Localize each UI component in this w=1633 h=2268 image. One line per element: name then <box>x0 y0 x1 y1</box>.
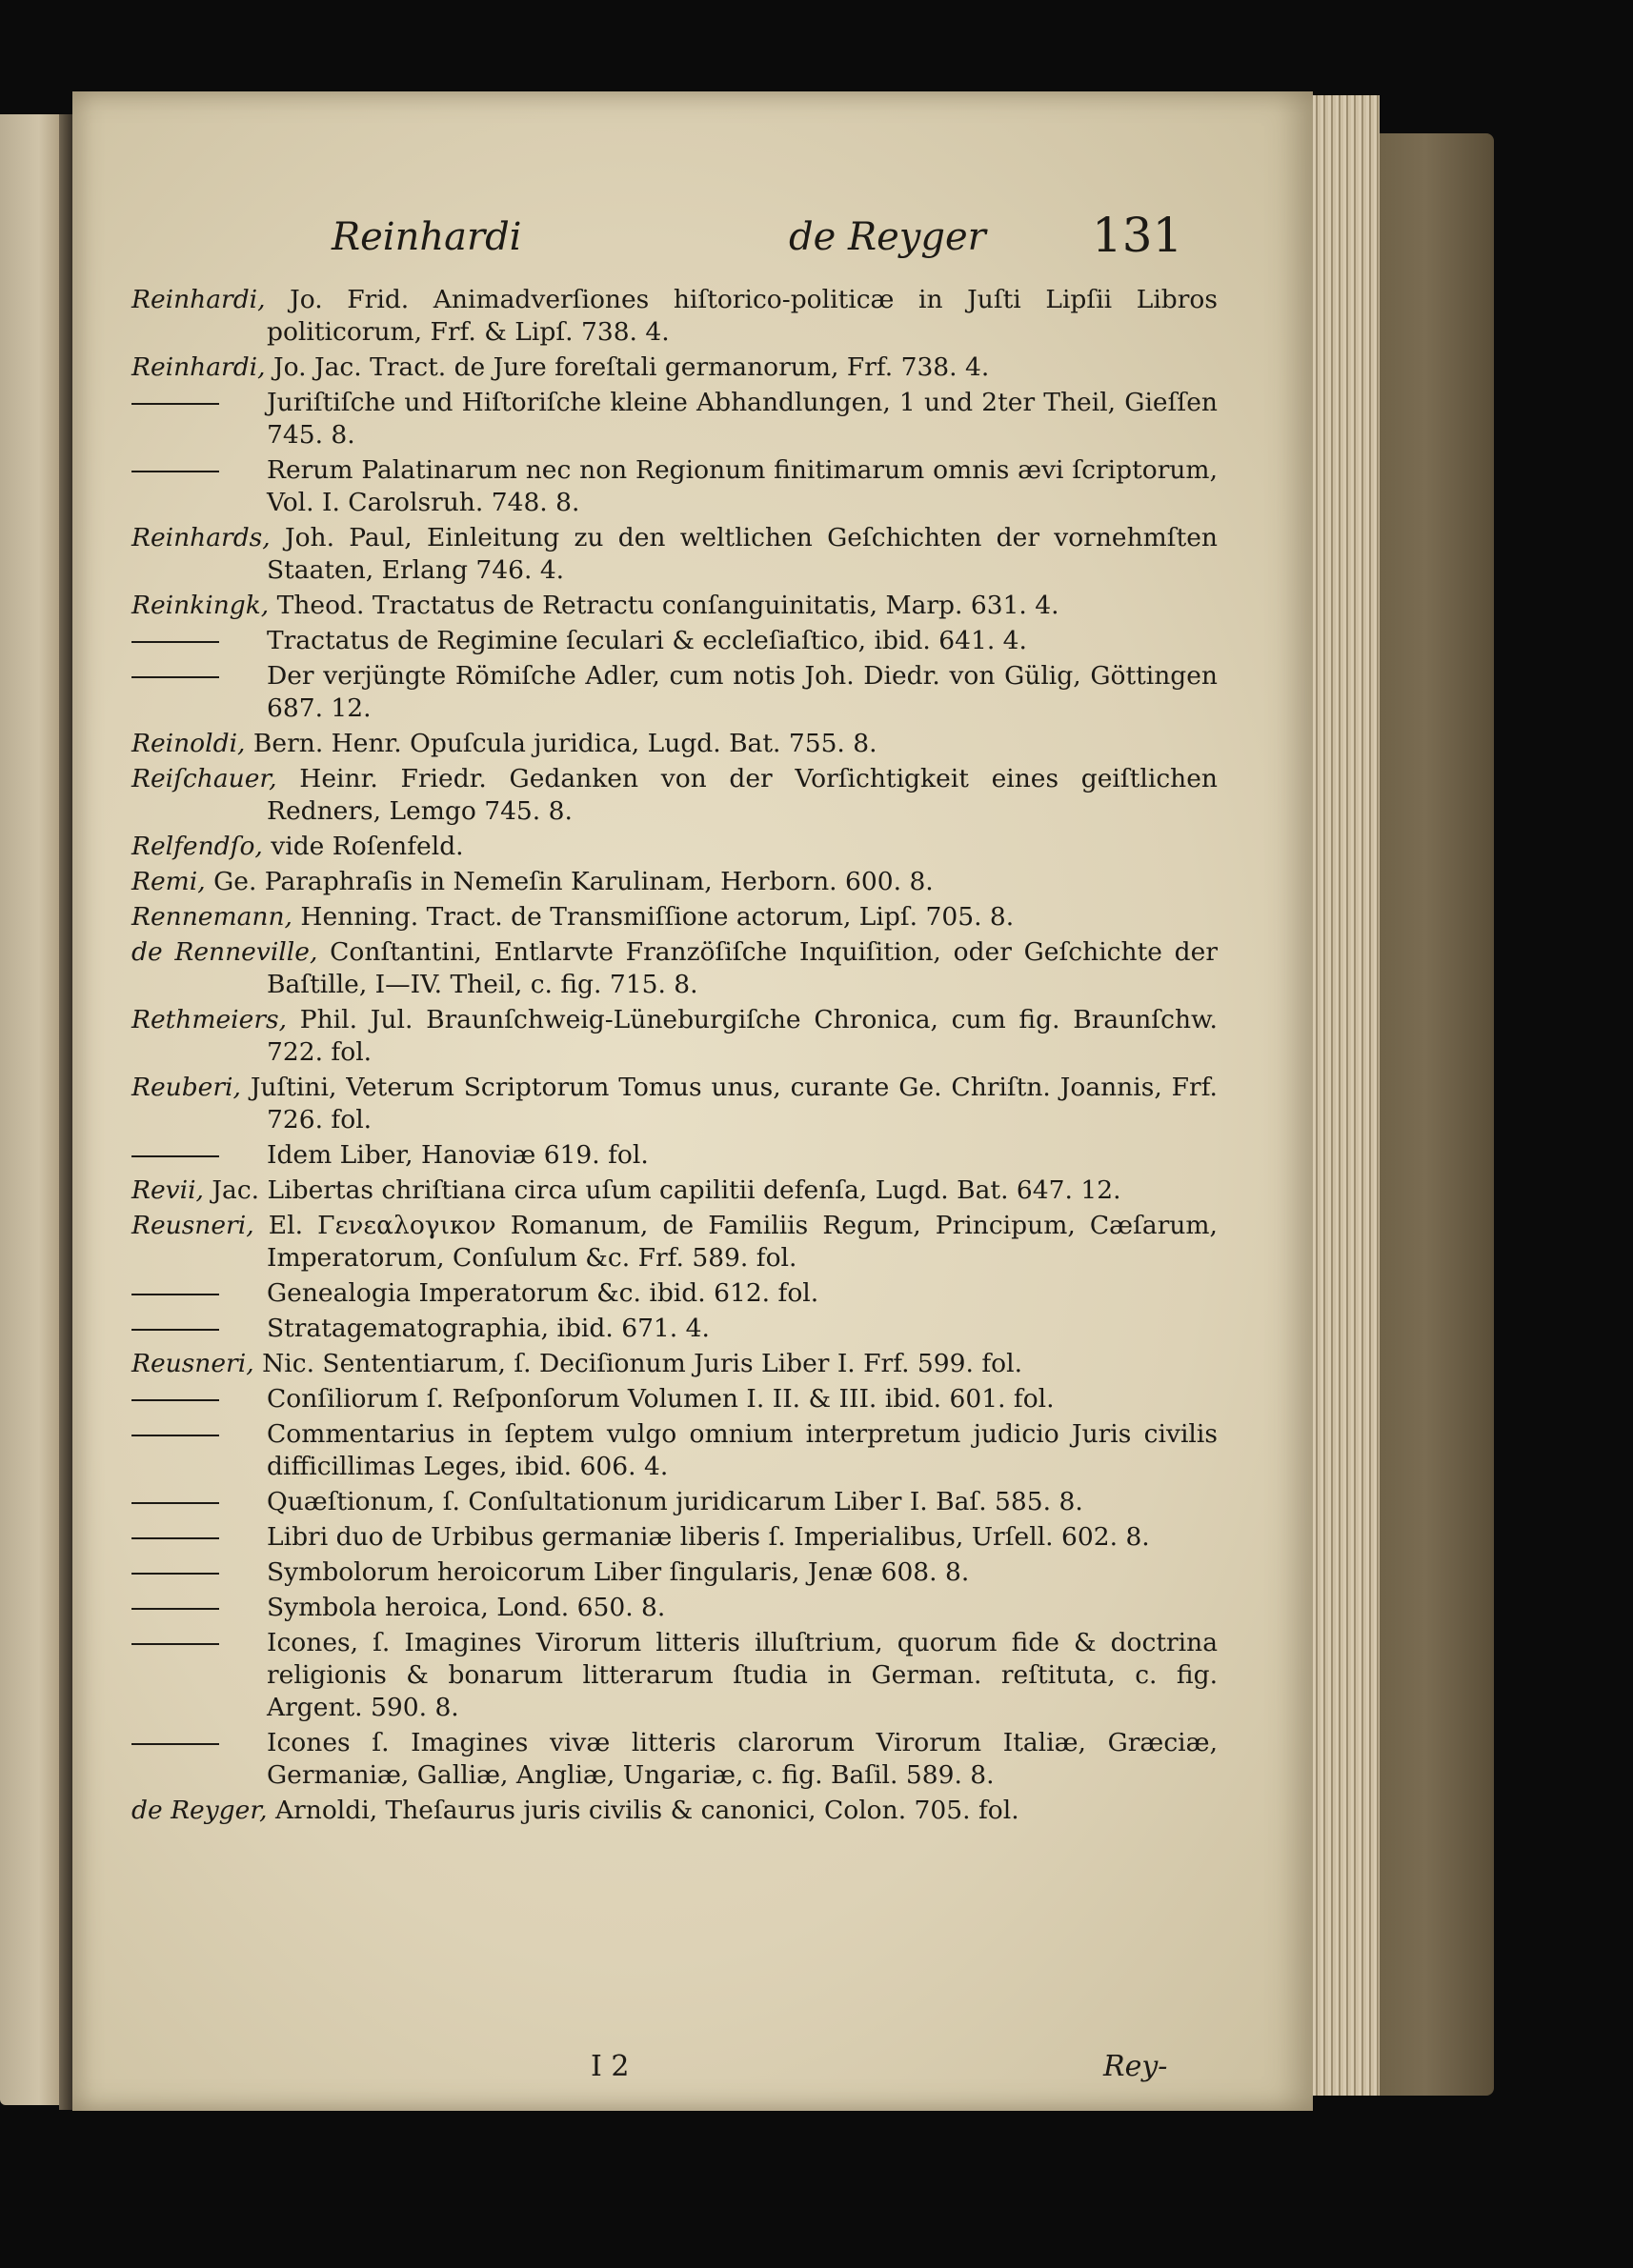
entry-text: Conſiliorum ſ. Reſponſorum Volumen I. II. & III. ibid. 601. fol. <box>267 1384 1055 1414</box>
entry-text: Ge. Paraphraſis in Nemeſin Karulinam, Herborn. 600. 8. <box>213 867 934 896</box>
catalog-entry <box>131 1418 1218 1483</box>
ditto-dash <box>131 1294 219 1295</box>
entry-text: Genealogia Imperatorum &c. ibid. 612. fol. <box>267 1278 819 1308</box>
entry-author: Reinhards, <box>131 523 271 552</box>
entry-text: Icones, ſ. Imagines Virorum litteris illuſtrium, quorum fide & doctrina religionis & bonarum litterarum ſtudia in German. reſtituta, c. fig. Argent. 590. 8. <box>267 1628 1218 1722</box>
catalog-entry <box>131 625 1218 657</box>
entry-text: Tractatus de Regimine ſeculari & eccleſiaſtico, ibid. 641. 4. <box>267 626 1027 655</box>
catalog-entry <box>131 1313 1218 1345</box>
catalog-entry <box>131 1486 1218 1518</box>
entry-text: Rerum Palatinarum nec non Regionum finitimarum omnis ævi ſcriptorum, Vol. I. Carolsruh. 748. 8. <box>267 455 1218 517</box>
entry-text: Symbolorum heroicorum Liber ſingularis, Jenæ 608. 8. <box>267 1557 970 1587</box>
catalog-entry <box>131 1556 1218 1589</box>
catalog-entry <box>131 522 1218 587</box>
ditto-dash <box>131 1743 219 1745</box>
catchword: Rey- <box>1103 2050 1168 2083</box>
page-number: 131 <box>1092 208 1183 263</box>
catalog-entry <box>131 1072 1218 1136</box>
catalog-entry <box>131 763 1218 828</box>
entry-author: Rethmeiers, <box>131 1005 288 1034</box>
entry-text: Jo. Frid. Animadverſiones hiſtorico-politicæ in Juſti Lipſii Libros politicorum, Frf. & Lipſ. 738. 4. <box>267 285 1218 347</box>
catalog-entry <box>131 866 1218 898</box>
entry-author: Reinkingk, <box>131 591 270 620</box>
left-page-edge <box>0 114 65 2105</box>
entry-text: Phil. Jul. Braunſchweig-Lüneburgiſche Chronica, cum fig. Braunſchw. 722. fol. <box>267 1005 1218 1067</box>
ditto-dash <box>131 1329 219 1331</box>
entry-author: Relfendſo, <box>131 832 263 861</box>
ditto-dash <box>131 403 219 405</box>
running-header <box>131 208 1218 284</box>
ditto-dash <box>131 1399 219 1401</box>
entry-text: Nic. Sententiarum, ſ. Deciſionum Juris Liber I. Frf. 599. fol. <box>262 1349 1023 1378</box>
entry-text: vide Roſenfeld. <box>271 832 464 861</box>
entry-text: Theod. Tractatus de Retractu conſanguinitatis, Marp. 631. 4. <box>276 591 1059 620</box>
entry-author: Reinhardi, <box>131 352 266 382</box>
entry-text: Heinr. Friedr. Gedanken von der Vorſichtigkeit eines geiſtlichen Redners, Lemgo 745. 8. <box>267 764 1218 826</box>
book-cover <box>1380 133 1494 2096</box>
entry-author: Remi, <box>131 867 206 896</box>
catalog-entry <box>131 1174 1218 1207</box>
catalog-entry <box>131 1727 1218 1792</box>
catalog-entry <box>131 454 1218 519</box>
ditto-dash <box>131 471 219 472</box>
ditto-dash <box>131 1502 219 1504</box>
header-middle: de Reyger <box>789 215 986 259</box>
entry-text: Arnoldi, Theſaurus juris civilis & canonici, Colon. 705. fol. <box>274 1796 1019 1825</box>
entry-text: Quæſtionum, ſ. Conſultationum juridicarum Liber I. Baſ. 585. 8. <box>267 1487 1083 1516</box>
catalog-entry <box>131 1383 1218 1415</box>
entry-text: Henning. Tract. de Transmiſſione actorum, Lipſ. 705. 8. <box>300 902 1015 932</box>
catalog-entry <box>131 1004 1218 1069</box>
catalog-entry <box>131 1795 1218 1827</box>
entry-text: Joh. Paul, Einleitung zu den weltlichen Geſchichten der vornehmſten Staaten, Erlang 746. 4. <box>267 523 1218 585</box>
catalog-entry <box>131 1139 1218 1172</box>
entry-text: Der verjüngte Römiſche Adler, cum notis Joh. Diedr. von Gülig, Göttingen 687. 12. <box>267 661 1218 723</box>
entry-text: Icones ſ. Imagines vivæ litteris clarorum Virorum Italiæ, Græciæ, Germaniæ, Galliæ, Angliæ, Ungariæ, c. fig. Baſil. 589. 8. <box>267 1728 1218 1790</box>
catalog-entry <box>131 590 1218 622</box>
entry-text: Idem Liber, Hanoviæ 619. fol. <box>267 1140 649 1170</box>
ditto-dash <box>131 1537 219 1539</box>
entry-author: Reinoldi, <box>131 729 246 758</box>
entry-text: Commentarius in ſeptem vulgo omnium interpretum judicio Juris civilis difficillimas Leges, ibid. 606. 4. <box>267 1419 1218 1481</box>
entry-author: de Renneville, <box>131 937 318 967</box>
entry-text: Juſtini, Veterum Scriptorum Tomus unus, curante Ge. Chriſtn. Joannis, Frf. 726. fol. <box>250 1073 1218 1134</box>
entry-text: Libri duo de Urbibus germaniæ liberis ſ. Imperialibus, Urſell. 602. 8. <box>267 1522 1150 1552</box>
signature-mark: I 2 <box>591 2050 630 2083</box>
entry-text: Stratagematographia, ibid. 671. 4. <box>267 1314 710 1343</box>
catalog-entry <box>131 1592 1218 1624</box>
header-left: Reinhardi <box>332 215 522 259</box>
catalog-entry <box>131 1521 1218 1554</box>
catalog-entry <box>131 1627 1218 1724</box>
entry-author: Rennemann, <box>131 902 292 932</box>
entry-author: Revii, <box>131 1175 204 1205</box>
ditto-dash <box>131 1608 219 1610</box>
catalog-entry <box>131 387 1218 452</box>
catalog-entry <box>131 831 1218 863</box>
catalog-entry <box>131 660 1218 725</box>
entry-text: Juriſtiſche und Hiſtoriſche kleine Abhandlungen, 1 und 2ter Theil, Gieſſen 745. 8. <box>267 388 1218 450</box>
entry-text: Jac. Libertas chriſtiana circa uſum capilitii defenſa, Lugd. Bat. 647. 12. <box>212 1175 1121 1205</box>
page-edges <box>1313 95 1380 2096</box>
entry-author: Reusneri, <box>131 1211 254 1240</box>
catalog-entry <box>131 901 1218 933</box>
ditto-dash <box>131 641 219 643</box>
catalog-entry <box>131 1210 1218 1274</box>
ditto-dash <box>131 1573 219 1575</box>
catalog-entry <box>131 728 1218 760</box>
entry-text: Jo. Jac. Tract. de Jure foreſtali germanorum, Frf. 738. 4. <box>273 352 990 382</box>
catalog-entry <box>131 351 1218 384</box>
ditto-dash <box>131 1643 219 1645</box>
ditto-dash <box>131 1155 219 1157</box>
page-content <box>131 208 1218 1830</box>
entry-text: Bern. Henr. Opuſcula juridica, Lugd. Bat. 755. 8. <box>252 729 877 758</box>
entry-text: Conſtantini, Entlarvte Franzöſiſche Inquiſition, oder Geſchichte der Baſtille, I—IV. Theil, c. fig. 715. 8. <box>267 937 1218 999</box>
entry-text: El. Γενεαλογικον Romanum, de Familiis Regum, Principum, Cæſarum, Imperatorum, Conſulum &c. Frf. 589. fol. <box>267 1211 1218 1273</box>
catalog-entry <box>131 1277 1218 1310</box>
catalog-entries <box>131 284 1218 1827</box>
entry-author: de Reyger, <box>131 1796 268 1825</box>
entry-author: Reiſchauer, <box>131 764 277 793</box>
ditto-dash <box>131 1435 219 1436</box>
entry-author: Reusneri, <box>131 1349 254 1378</box>
entry-text: Symbola heroica, Lond. 650. 8. <box>267 1593 666 1622</box>
catalog-entry <box>131 1348 1218 1380</box>
entry-author: Reinhardi, <box>131 285 266 314</box>
entry-author: Reuberi, <box>131 1073 241 1102</box>
catalog-entry <box>131 284 1218 349</box>
catalog-entry <box>131 936 1218 1001</box>
ditto-dash <box>131 676 219 678</box>
